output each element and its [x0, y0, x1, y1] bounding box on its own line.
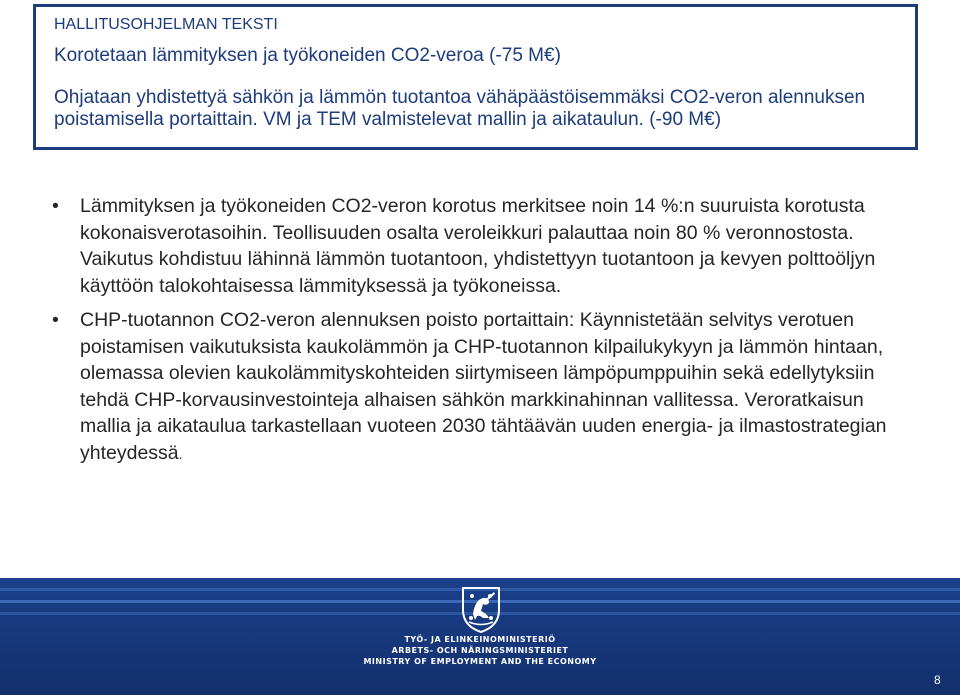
- bullet-text: Lämmityksen ja työkoneiden CO2-veron korotus merkitsee noin 14 %:n suuruista korotusta kokonaisverotasoihin. Teollisuuden osalta veroleikkuri palauttaa noin 80 % veronnostosta. Vaikutus kohdistuu lähinnä lämmön tuotantoon, yhdistettyyn tuotantoon ja kevyen polttoöljyn käyttöön talokohtaisessa lämmityksessä ja työkoneissa.: [80, 195, 876, 297]
- page-number: 8: [934, 673, 941, 687]
- box-body: Ohjataan yhdistettyä sähkön ja lämmön tuotantoa vähäpäästöisemmäksi CO2-veron alennuksen poistamisella portaittain. VM ja TEM valmistelevat mallin ja aikataulun. (-90 M€): [54, 87, 866, 130]
- finland-coat-of-arms-icon: [459, 584, 503, 634]
- bullet-item: [52, 193, 912, 299]
- ministry-name-sv: ARBETS- OCH NÄRINGSMINISTERIET: [391, 646, 569, 655]
- ministry-name-fi: TYÖ- JA ELINKEINOMINISTERIÖ: [404, 635, 556, 644]
- government-program-box: [33, 4, 918, 150]
- ministry-name-en: MINISTRY OF EMPLOYMENT AND THE ECONOMY: [363, 657, 597, 666]
- bullet-text: CHP-tuotannon CO2-veron alennuksen poisto portaittain: Käynnistetään selvitys verotuen poistamisen vaikutuksista kaukolämmön ja CHP-tuotannon kilpailukykyyn ja lämmön hintaan, olemassa olevien kaukolämmityskohteiden siirtymiseen lämpöpumppuihin sekä edellytyksiin tehdä CHP-korvausinvestointeja alhaisen sähkön markkinahinnan vallitessa. Veroratkaisun mallia ja aikataulua tarkastellaan vuoteen 2030 tähtäävän uuden energia- ja ilmastostrategian yhteydessä: [80, 309, 887, 464]
- box-title: Korotetaan lämmityksen ja työkoneiden CO2-veroa (-75 M€): [54, 45, 561, 66]
- bullet-end-period: .: [178, 445, 183, 462]
- bullet-dot-icon: •: [52, 195, 59, 217]
- box-label: HALLITUSOHJELMAN TEKSTI: [54, 16, 278, 33]
- bullet-dot-icon: •: [52, 309, 59, 331]
- bullet-item: [52, 307, 912, 467]
- bullet-list: [52, 193, 912, 475]
- footer-banner: [0, 578, 960, 695]
